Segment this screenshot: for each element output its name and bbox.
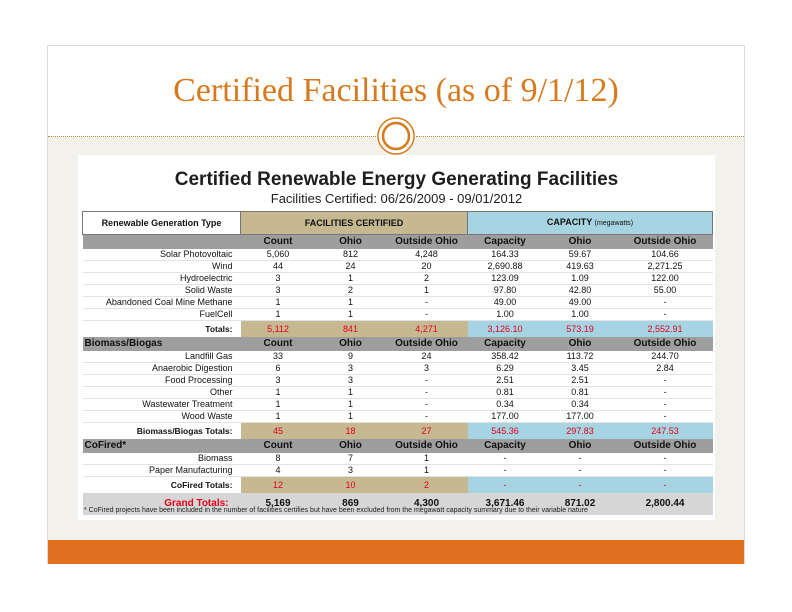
subheader-row (83, 235, 713, 250)
row-type: Hydroelectric (83, 273, 241, 285)
table-cell: 1 (241, 297, 316, 309)
section-label: CoFired* (83, 439, 241, 453)
table-cell: 1 (386, 285, 468, 297)
table-cell: 1 (241, 411, 316, 423)
table-cell: - (543, 465, 618, 477)
group-header-facilities: FACILITIES CERTIFIED (241, 212, 468, 235)
slide-title: Certified Facilities (as of 9/1/12) (173, 72, 619, 109)
totals-label: CoFired Totals: (170, 480, 233, 490)
table-cell: 2,271.25 (618, 261, 713, 273)
table-row (83, 375, 713, 387)
subheader-cell: Count (241, 337, 316, 351)
table-row (83, 273, 713, 285)
table-cell: - (386, 387, 468, 399)
subheader-cell: Ohio (543, 439, 618, 453)
panel-subtitle: Facilities Certified: 06/26/2009 - 09/01/2012 (270, 191, 523, 206)
subheader-cell: Outside Ohio (618, 337, 713, 351)
total-cell: - (468, 477, 543, 494)
table-cell: 9 (316, 351, 386, 363)
table-cell: - (618, 399, 713, 411)
subheader-cell: Ohio (316, 439, 386, 453)
table-cell: 4,248 (386, 249, 468, 261)
table-cell: 55.00 (618, 285, 713, 297)
table-cell: 2.51 (543, 375, 618, 387)
table-row (83, 249, 713, 261)
totals-row (83, 321, 713, 338)
table-cell: - (618, 309, 713, 321)
table-cell: 812 (316, 249, 386, 261)
section-header-row (83, 439, 713, 453)
subheader-cell: Count (241, 235, 316, 250)
table-cell: 24 (386, 351, 468, 363)
totals-label: Totals: (205, 324, 233, 334)
table-row (83, 363, 713, 375)
table-cell: - (468, 453, 543, 465)
circle-ornament-icon (376, 116, 416, 156)
section-header-row (83, 337, 713, 351)
table-cell: 2,690.88 (468, 261, 543, 273)
grand-total-cell: 5,169 (241, 493, 316, 515)
table-cell: - (618, 387, 713, 399)
divider-left (48, 136, 376, 137)
table-cell: 24 (316, 261, 386, 273)
total-cell: 45 (241, 423, 316, 440)
table-cell: 3 (316, 363, 386, 375)
table-cell: 2 (316, 285, 386, 297)
table-cell: 1 (386, 465, 468, 477)
table-row (83, 465, 713, 477)
table-cell: 7 (316, 453, 386, 465)
table-cell: 4 (241, 465, 316, 477)
table-cell: 1 (316, 297, 386, 309)
total-cell: 573.19 (543, 321, 618, 338)
table-cell: 1.00 (543, 309, 618, 321)
table-row (83, 387, 713, 399)
table-cell: 3 (241, 375, 316, 387)
table-cell: 1 (241, 399, 316, 411)
table-row (83, 351, 713, 363)
table-cell: 123.09 (468, 273, 543, 285)
table-cell: 42.80 (543, 285, 618, 297)
table-cell: 3 (316, 375, 386, 387)
table-cell: 2.84 (618, 363, 713, 375)
panel-title: Certified Renewable Energy Generating Facilities (174, 169, 619, 190)
subheader-cell: Outside Ohio (386, 439, 468, 453)
row-type: Anaerobic Digestion (83, 363, 241, 375)
table-cell: 1 (386, 453, 468, 465)
table-cell: 244.70 (618, 351, 713, 363)
total-cell: 297.83 (543, 423, 618, 440)
totals-label: Biomass/Biogas Totals: (136, 426, 233, 436)
table-cell: 1 (316, 387, 386, 399)
facilities-table (82, 211, 713, 515)
table-row (83, 453, 713, 465)
table-cell: 20 (386, 261, 468, 273)
table-cell: 6.29 (468, 363, 543, 375)
table-cell: - (618, 465, 713, 477)
table-cell: 3 (316, 465, 386, 477)
table-cell: 0.81 (543, 387, 618, 399)
table-cell: 419.63 (543, 261, 618, 273)
table-cell: 3 (241, 273, 316, 285)
table-cell: - (386, 309, 468, 321)
grand-total-cell: 4,300 (386, 493, 468, 515)
table-cell: 8 (241, 453, 316, 465)
row-type: Solid Waste (83, 285, 241, 297)
table-row (83, 285, 713, 297)
row-type: Landfill Gas (83, 351, 241, 363)
table-cell: - (618, 297, 713, 309)
grand-total-cell: 3,671.46 (468, 493, 543, 515)
row-type: Wood Waste (83, 411, 241, 423)
row-type: Abandoned Coal Mine Methane (83, 297, 241, 309)
total-cell: 2,552.91 (618, 321, 713, 338)
subheader-cell: Count (241, 439, 316, 453)
table-cell: 33 (241, 351, 316, 363)
table-row (83, 309, 713, 321)
table-cell: 5,060 (241, 249, 316, 261)
table-cell: 1 (316, 273, 386, 285)
table-row (83, 399, 713, 411)
subheader-cell: Ohio (316, 235, 386, 250)
group-header-row (83, 212, 713, 235)
table-cell: - (618, 411, 713, 423)
table-cell: 1 (241, 309, 316, 321)
table-panel (78, 155, 715, 520)
table-cell: 3 (241, 285, 316, 297)
capacity-label: CAPACITY (546, 217, 593, 227)
table-cell: 1.00 (468, 309, 543, 321)
table-cell: - (386, 375, 468, 387)
table-cell: 1 (316, 411, 386, 423)
row-type: Solar Photovoltaic (83, 249, 241, 261)
totals-row (83, 477, 713, 494)
total-cell: 10 (316, 477, 386, 494)
row-type: Food Processing (83, 375, 241, 387)
total-cell: 247.53 (618, 423, 713, 440)
total-cell: 5,112 (241, 321, 316, 338)
table-cell: - (543, 453, 618, 465)
row-type: Wind (83, 261, 241, 273)
table-cell: 49.00 (468, 297, 543, 309)
table-cell: 0.81 (468, 387, 543, 399)
table-cell: 1 (316, 399, 386, 411)
subheader-cell: Outside Ohio (618, 439, 713, 453)
col-header-type: Renewable Generation Type (83, 212, 241, 235)
slide (47, 45, 745, 564)
table-cell: 1 (241, 387, 316, 399)
grand-total-cell: 869 (316, 493, 386, 515)
grand-total-cell: 871.02 (543, 493, 618, 515)
row-type: Wastewater Treatment (83, 399, 241, 411)
footnote: * CoFired projects have been included in the number of facilities certifies but have been excluded from the megawatt capacity summary due to their variable nature (84, 507, 588, 514)
table-cell: 1.09 (543, 273, 618, 285)
total-cell: 2 (386, 477, 468, 494)
table-cell: 358.42 (468, 351, 543, 363)
group-header-capacity (468, 212, 713, 235)
table-cell: 59.67 (543, 249, 618, 261)
total-cell: 841 (316, 321, 386, 338)
total-cell: 3,126.10 (468, 321, 543, 338)
grand-total-cell: 2,800.44 (618, 493, 713, 515)
total-cell: 27 (386, 423, 468, 440)
subheader-cell: Ohio (316, 337, 386, 351)
table-cell: - (618, 453, 713, 465)
table-cell: 1 (316, 309, 386, 321)
table-cell: 44 (241, 261, 316, 273)
subheader-cell: Capacity (468, 235, 543, 250)
subheader-cell: Ohio (543, 235, 618, 250)
subheader-cell: Outside Ohio (386, 235, 468, 250)
subheader-cell: Outside Ohio (618, 235, 713, 250)
table-cell: 6 (241, 363, 316, 375)
total-cell: 12 (241, 477, 316, 494)
table-row (83, 411, 713, 423)
row-type: Biomass (83, 453, 241, 465)
subheader-cell: Capacity (468, 337, 543, 351)
footer-band (48, 540, 744, 564)
table-cell: 164.33 (468, 249, 543, 261)
subheader-blank (83, 235, 241, 250)
total-cell: 18 (316, 423, 386, 440)
table-cell: 113.72 (543, 351, 618, 363)
total-cell: - (543, 477, 618, 494)
section-label: Biomass/Biogas (83, 337, 241, 351)
capacity-unit: (megawatts) (594, 220, 634, 227)
total-cell: 545.36 (468, 423, 543, 440)
table-row (83, 297, 713, 309)
table-cell: 177.00 (543, 411, 618, 423)
table-cell: - (386, 411, 468, 423)
divider-right (416, 136, 744, 137)
subheader-cell: Ohio (543, 337, 618, 351)
table-cell: 104.66 (618, 249, 713, 261)
totals-row (83, 423, 713, 440)
table-cell: 2.51 (468, 375, 543, 387)
table-cell: 177.00 (468, 411, 543, 423)
table-cell: 122.00 (618, 273, 713, 285)
table-cell: - (618, 375, 713, 387)
table-cell: - (386, 399, 468, 411)
table-cell: 0.34 (468, 399, 543, 411)
table-cell: 3.45 (543, 363, 618, 375)
total-cell: 4,271 (386, 321, 468, 338)
total-cell: - (618, 477, 713, 494)
grand-totals-label: Grand Totals: (83, 493, 241, 515)
table-cell: 0.34 (543, 399, 618, 411)
subheader-cell: Capacity (468, 439, 543, 453)
row-type: FuelCell (83, 309, 241, 321)
table-cell: - (386, 297, 468, 309)
table-cell: 3 (386, 363, 468, 375)
table-row (83, 261, 713, 273)
table-cell: 2 (386, 273, 468, 285)
table-cell: - (468, 465, 543, 477)
table-cell: 97.80 (468, 285, 543, 297)
table-cell: 49.00 (543, 297, 618, 309)
row-type: Paper Manufacturing (83, 465, 241, 477)
row-type: Other (83, 387, 241, 399)
subheader-cell: Outside Ohio (386, 337, 468, 351)
